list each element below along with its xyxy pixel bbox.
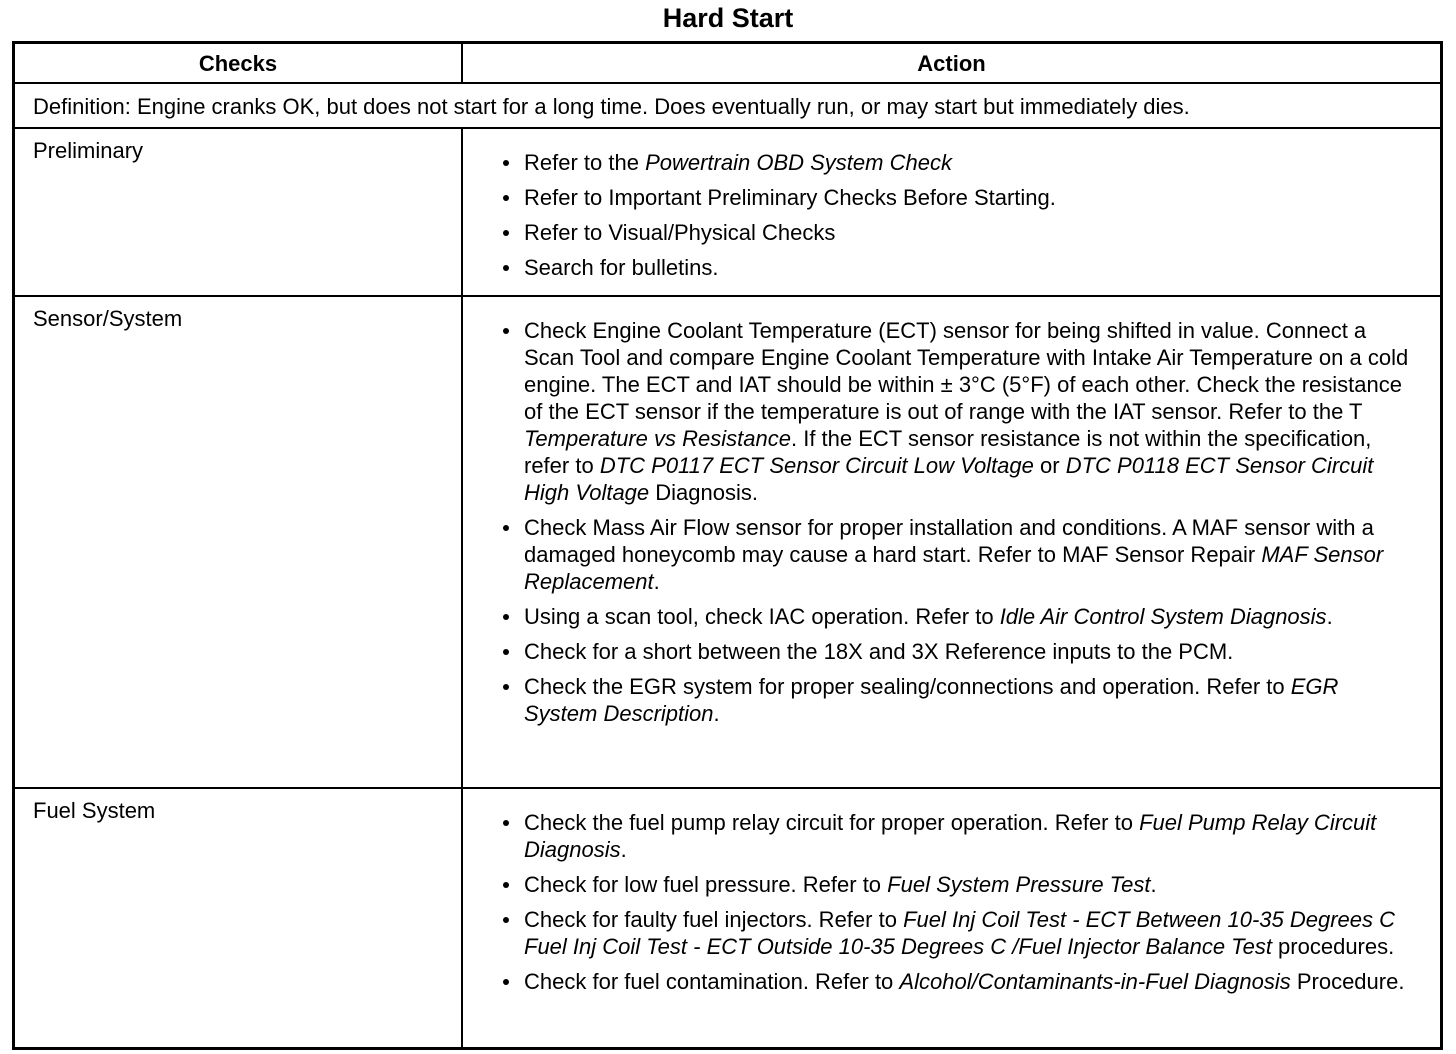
action-text: . bbox=[1326, 604, 1333, 629]
action-item bbox=[503, 219, 1412, 246]
action-item bbox=[503, 638, 1412, 665]
action-item bbox=[503, 906, 1412, 960]
action-item bbox=[503, 809, 1412, 863]
procedure-reference: Powertrain OBD System Check bbox=[645, 150, 952, 175]
action-text: Check Engine Coolant Temperature (ECT) sensor for being shifted in value. Connect a Scan Tool and compare Engine Coolant Temperature with Intake Air Temperature on a cold engine. The ECT and IAT should be within ± 3°C (5°F) of each other. Check the resistance of the ECT sensor if the temperature is out of range with the IAT sensor. Refer to the T bbox=[524, 318, 1409, 424]
hard-start-table bbox=[12, 41, 1443, 1050]
procedure-reference: MAF Sensor Replacement bbox=[524, 542, 1384, 594]
table-row bbox=[14, 296, 1442, 788]
action-text: Refer to the bbox=[524, 150, 646, 175]
action-item bbox=[503, 603, 1412, 630]
column-header-checks: Checks bbox=[14, 43, 463, 84]
action-text: Check the fuel pump relay circuit for proper operation. Refer to bbox=[524, 810, 1140, 835]
action-text: Check Mass Air Flow sensor for proper installation and conditions. A MAF sensor with a damaged honeycomb may cause a hard start. Refer to MAF Sensor Repair bbox=[524, 515, 1374, 567]
procedure-reference: Alcohol/Contaminants-in-Fuel Diagnosis bbox=[899, 969, 1291, 994]
action-text: Search for bulletins. bbox=[524, 255, 719, 280]
procedure-reference: Idle Air Control System Diagnosis bbox=[999, 604, 1327, 629]
action-text: procedures. bbox=[1271, 934, 1395, 959]
action-item bbox=[503, 149, 1412, 176]
action-text: . bbox=[713, 701, 720, 726]
check-category: Fuel System bbox=[14, 788, 463, 1048]
procedure-reference: EGR System Description bbox=[524, 674, 1339, 726]
action-text: . If the ECT sensor resistance is not within the specification, refer to bbox=[524, 426, 1372, 478]
action-list bbox=[503, 317, 1412, 727]
table-row bbox=[14, 788, 1442, 1048]
action-list bbox=[503, 809, 1412, 995]
check-category: Sensor/System bbox=[14, 296, 463, 788]
action-text: . bbox=[1150, 872, 1157, 897]
action-text: or bbox=[1033, 453, 1066, 478]
action-item bbox=[503, 317, 1412, 506]
procedure-reference: DTC P0117 ECT Sensor Circuit Low Voltage bbox=[599, 453, 1034, 478]
action-item bbox=[503, 871, 1412, 898]
action-cell bbox=[462, 128, 1442, 296]
procedure-reference: Fuel System Pressure Test bbox=[887, 872, 1151, 897]
action-item bbox=[503, 968, 1412, 995]
definition-row bbox=[14, 83, 1442, 128]
action-item bbox=[503, 184, 1412, 211]
page-title: Hard Start bbox=[662, 3, 794, 33]
check-category: Preliminary bbox=[14, 128, 463, 296]
action-text: Check the EGR system for proper sealing/connections and operation. Refer to bbox=[524, 674, 1291, 699]
column-header-action: Action bbox=[462, 43, 1442, 84]
action-text: . bbox=[653, 569, 660, 594]
action-text: Refer to Visual/Physical Checks bbox=[524, 220, 836, 245]
action-item bbox=[503, 514, 1412, 595]
action-list bbox=[503, 149, 1412, 281]
definition-text: Definition: Engine cranks OK, but does not start for a long time. Does eventually run, or may start but immediately dies. bbox=[14, 83, 1442, 128]
action-text: Check for fuel contamination. Refer to bbox=[524, 969, 900, 994]
procedure-reference: Fuel Inj Coil Test - ECT Between 10-35 Degrees C Fuel Inj Coil Test - ECT Outside 10-35 Degrees C /Fuel Injector Balance Test bbox=[524, 907, 1396, 959]
action-item bbox=[503, 254, 1412, 281]
action-text: . bbox=[620, 837, 627, 862]
action-text: Diagnosis. bbox=[649, 480, 759, 505]
action-text: Using a scan tool, check IAC operation. Refer to bbox=[524, 604, 1000, 629]
table-header-row bbox=[14, 43, 1442, 84]
procedure-reference: Temperature vs Resistance bbox=[524, 426, 791, 451]
table-row bbox=[14, 128, 1442, 296]
action-text: Procedure. bbox=[1290, 969, 1405, 994]
action-item bbox=[503, 673, 1412, 727]
action-text: Check for a short between the 18X and 3X Reference inputs to the PCM. bbox=[524, 639, 1234, 664]
procedure-reference: DTC P0118 ECT Sensor Circuit High Voltage bbox=[524, 453, 1374, 505]
action-text: Refer to Important Preliminary Checks Before Starting. bbox=[524, 185, 1056, 210]
action-text: Check for faulty fuel injectors. Refer to bbox=[524, 907, 904, 932]
action-cell bbox=[462, 296, 1442, 788]
procedure-reference: Fuel Pump Relay Circuit Diagnosis bbox=[524, 810, 1377, 862]
action-text: Check for low fuel pressure. Refer to bbox=[524, 872, 888, 897]
action-cell bbox=[462, 788, 1442, 1048]
